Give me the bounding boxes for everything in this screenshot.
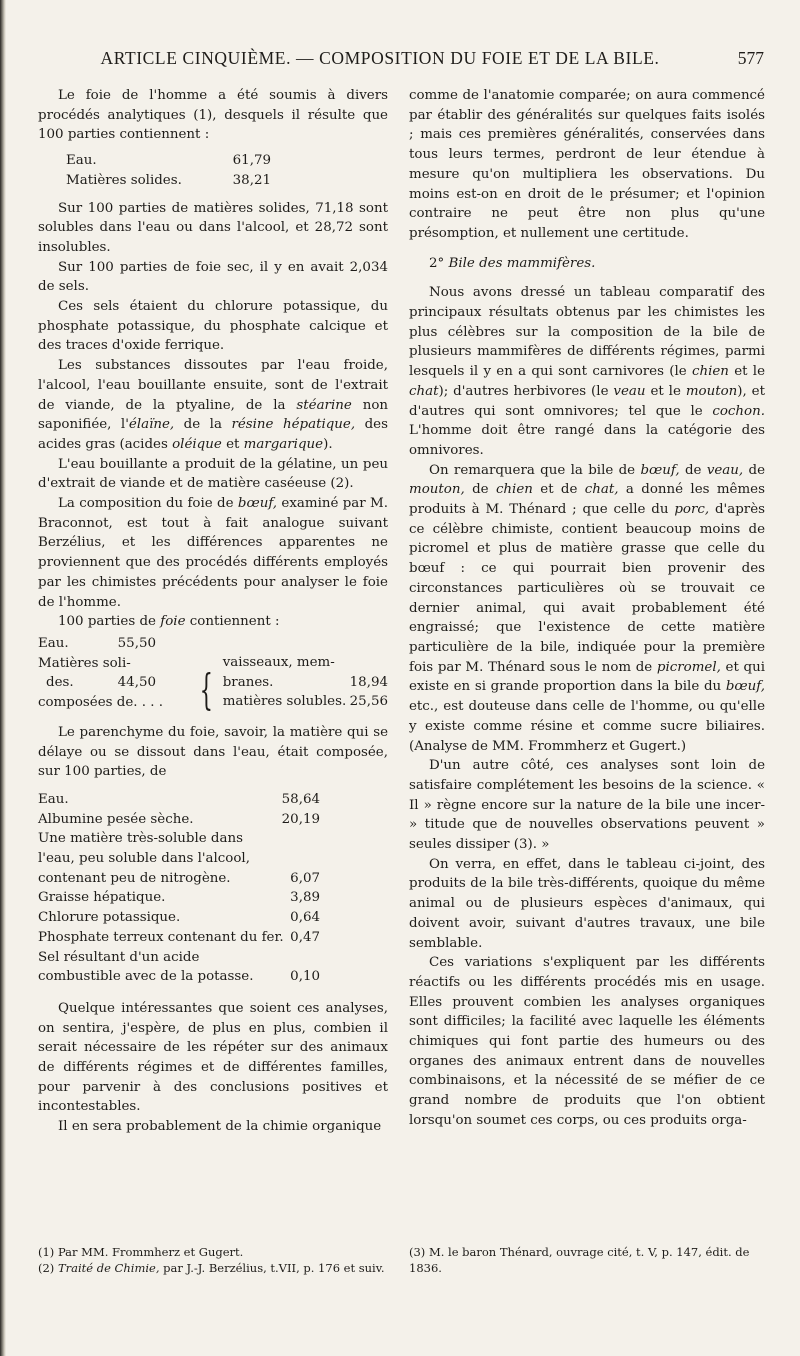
paragraph (38, 612, 388, 632)
table-row (38, 948, 320, 987)
text-italic: bœuf, (237, 496, 278, 512)
text-italic: stéarine (296, 397, 352, 413)
text: et (226, 436, 240, 452)
row-value: 6,07 (290, 870, 320, 886)
page-edge-shadow (0, 0, 6, 1356)
row-value: 3,89 (290, 890, 320, 906)
page-header (36, 48, 764, 82)
text: non saponifiée, l' (38, 397, 389, 433)
table-row (66, 151, 271, 171)
row-label: composées de. . . . (38, 695, 164, 711)
text: La composition du foie de (58, 496, 234, 512)
table-row (38, 888, 320, 908)
text: 100 parties de (58, 614, 156, 630)
text: de (684, 462, 702, 478)
row-value: 61,79 (232, 153, 271, 169)
paragraph: Ces variations s'expliquent par les différents réactifs ou les différents procédés mis en usage. Elles prouvent combien les analyses organiques sont difficiles; la facilité avec laquelle les éléments chimiques qui font partie des humeurs ou des organes des animaux entrent dans de nouvelles combinaisons, et la nécessité de se méfier de ce grand nombre de produits que l'on obtient lorsqu'on soumet ces corps, ou ces produits orga- (409, 955, 765, 1128)
text-italic: bœuf, (725, 679, 765, 695)
row-value: 25,56 (349, 694, 388, 710)
paragraph (409, 283, 765, 460)
text-italic: chien (495, 482, 533, 498)
text: et qui existe en si grande proportion dans la bile du (409, 659, 765, 695)
footnote: (3) M. le baron Thénard, ouvrage cité, t. V, p. 147, édit. de 1836. (409, 1245, 750, 1275)
text-italic: foie (160, 614, 186, 630)
text-italic: oléique (172, 436, 222, 452)
text-italic: veau (613, 383, 646, 399)
composition-table-1 (66, 151, 271, 190)
row-label: Matières soli- (38, 655, 131, 671)
table-row (223, 692, 388, 712)
text: de (748, 462, 766, 478)
row-value: 44,50 (117, 675, 156, 691)
row-value: 55,50 (117, 635, 156, 651)
row-label: Eau. (38, 791, 69, 807)
text-italic: picromel, (656, 659, 721, 675)
row-value: 0,10 (290, 969, 320, 985)
row-label: Phosphate terreux contenant du fer. (38, 929, 284, 945)
paragraph (409, 461, 765, 757)
paragraph: Il en sera probablement de la chimie organique (58, 1119, 382, 1135)
text: etc., est douteuse dans celle de l'homme, ou qu'elle y existe comme résine et comme sucre biliaires. (Analyse de MM. Frommherz et Gugert.) (409, 699, 765, 754)
row-value: 18,94 (349, 674, 388, 690)
table-row (38, 673, 156, 693)
text: ); d'autres herbivores (le (438, 383, 609, 399)
text: examiné par M. Braconnot, est tout à fait analogue suivant Berzélius, et les différences apparentes ne proviennent que des procédés différents employés par les chimistes précédents pour analyser le foie de l'homme. (38, 496, 388, 610)
table-row (38, 790, 320, 810)
table-row (38, 928, 320, 948)
text: de (472, 482, 489, 498)
paragraph: Le foie de l'homme a été soumis à divers procédés analytiques (1), desquels il résulte que 100 parties contiennent : (38, 88, 388, 143)
row-value: 38,21 (232, 172, 271, 188)
subtitle-text: Bile des mammifères. (448, 255, 596, 271)
row-label: Albumine pesée sèche. (38, 811, 194, 827)
text-italic: résine hépatique, (231, 417, 356, 433)
paragraph: On verra, en effet, dans le tableau ci-joint, des produits de la bile très-différents, quoique du même animal ou de plusieurs espèces d'animaux, qui doivent avoir, suivant d'autres travaux, une bile semblable. (409, 856, 765, 951)
text: Les substances dissoutes par l'eau froide, l'alcool, l'eau bouillante ensuite, sont de l'extrait de viande, de la ptyaline, de la (38, 358, 388, 413)
footnote: (1) Par MM. Frommherz et Gugert. (38, 1245, 244, 1259)
brace-right-group (223, 653, 388, 712)
paragraph: D'un autre côté, ces analyses sont loin de satisfaire complétement les besoins de la science. « Il » règne encore sur la nature de la bile une incer- » titude que de nouvelles observations peuvent » seules dissiper (3). » (409, 758, 765, 853)
text: Nous avons dressé un tableau comparatif des principaux résultats obtenus par les chimistes les plus célèbres sur la composition de la bile de plusieurs mammifères de différents régimes, parmi lesquels il y en a qui sont carnivores (le (409, 285, 765, 380)
row-label: Matières solides. (66, 172, 182, 188)
text: et de (540, 482, 578, 498)
text: L'homme doit être rangé dans la catégorie des omnivores. (409, 423, 765, 458)
row-label: Une matière très-soluble dans l'eau, peu soluble dans l'alcool, contenant peu de nitrogène. (38, 831, 250, 886)
brace-glyph: { (199, 665, 214, 715)
row-label: Sel résultant d'un acide combustible avec de la potasse. (38, 949, 254, 985)
text: (2) (38, 1261, 55, 1275)
page-number: 577 (737, 48, 764, 68)
text: On remarquera que la bile de (429, 462, 636, 478)
text-italic: mouton, (409, 482, 465, 498)
text: ). (323, 436, 333, 452)
brace-left-group (38, 634, 190, 713)
text-italic: mouton (685, 383, 738, 399)
section-subtitle (409, 254, 765, 274)
paragraph (38, 356, 388, 455)
text-italic: bœuf, (640, 462, 680, 478)
paragraph: Le parenchyme du foie, savoir, la matière qui se délaye ou se dissout dans l'eau, était composée, sur 100 parties, de (38, 724, 388, 780)
paragraph (38, 494, 388, 612)
table-row (66, 171, 271, 191)
table-row (38, 908, 320, 928)
row-label: matières solubles. (222, 694, 347, 710)
row-value: 0,64 (290, 910, 320, 926)
row-label: Eau. (38, 635, 69, 651)
text: par J.-J. Berzélius, t.VII, p. 176 et suiv. (163, 1261, 385, 1275)
text: des acides gras (acides (38, 417, 388, 452)
text: de la (183, 417, 222, 433)
row-label: Chlorure potassique. (38, 910, 181, 926)
row-label: branes. (222, 674, 274, 690)
row-value: 20,19 (281, 811, 320, 827)
row-label: Eau. (66, 153, 97, 169)
subtitle-number: 2° (429, 255, 445, 271)
text-italic: porc, (674, 502, 710, 518)
table-row (38, 634, 156, 654)
paragraph: Sur 100 parties de matières solides, 71,18 sont solubles dans l'eau ou dans l'alcool, et 28,72 sont insolubles. (38, 200, 388, 255)
paragraph: Ces sels étaient du chlorure potassique, du phosphate potassique, du phosphate calcique et des traces d'oxide ferrique. (38, 299, 388, 354)
text-italic: chat (409, 383, 439, 399)
composition-table-2 (38, 790, 320, 987)
running-title: ARTICLE CINQUIÈME. — COMPOSITION DU FOIE ET DE LA BILE. (100, 48, 660, 68)
text-italic: élaïne, (128, 417, 175, 433)
row-label: des. (46, 675, 74, 691)
text-italic: veau, (706, 462, 744, 478)
footnotes-right (409, 1244, 765, 1276)
paragraph: Quelque intéressantes que soient ces analyses, on sentira, j'espère, de plus en plus, combien il serait nécessaire de les répéter sur des animaux de différents régimes et de différentes familles, pour parvenir à des conclusions positives et incontestables. (38, 1000, 388, 1115)
footnote (38, 1260, 388, 1276)
text-italic: chat, (584, 482, 619, 498)
row-value: 58,64 (281, 791, 320, 807)
paragraph: Sur 100 parties de foie sec, il y en avait 2,034 de sels. (38, 259, 388, 295)
composition-brace-table (38, 634, 388, 713)
table-row (223, 673, 388, 693)
left-column (38, 86, 388, 1137)
paragraph: L'eau bouillante a produit de la gélatine, un peu d'extrait de viande et de matière caséeuse (2). (38, 456, 388, 492)
text: et le (650, 383, 681, 399)
text-italic: chien (691, 364, 729, 380)
table-row (38, 829, 320, 888)
table-row (38, 810, 320, 830)
row-label: Graisse hépatique. (38, 890, 166, 906)
row-value: 0,47 (290, 929, 320, 945)
text-italic: cochon. (712, 403, 765, 419)
footnotes-left (38, 1244, 388, 1276)
text: ), et d'autres qui sont omnivores; tel que le (409, 383, 765, 419)
text: et le (734, 364, 765, 380)
paragraph: comme de l'anatomie comparée; on aura commencé par établir des généralités sur quelques faits isolés ; mais ces premières généralités, conservées dans tous leurs termes, perdront de leur étendue à mesure qu'on multipliera les observations. Du moins est-on en droit de le présumer; et l'opinion contraire ne peut être non plus qu'une présomption, et nullement une certitude. (409, 88, 765, 241)
row-label: vaisseaux, mem- (222, 654, 335, 670)
right-column (409, 86, 765, 1131)
text-italic: Traité de Chimie, (57, 1261, 160, 1275)
text: contiennent : (189, 614, 280, 630)
text-italic: margarique (243, 436, 324, 452)
text: d'après ce célèbre chimiste, contient beaucoup moins de picromel et plus de matière grasse que celle du bœuf : ce qui pourrait bien provenir des circonstances particulières où se trouvait ce dernier animal, qui avait probablement été engraissé; que l'existence de cette matière particulière de la bile, indiquée pour la première fois par M. Thénard sous le nom de (409, 502, 765, 675)
text: a donné les mêmes produits à M. Thénard ; que celle du (409, 482, 765, 518)
